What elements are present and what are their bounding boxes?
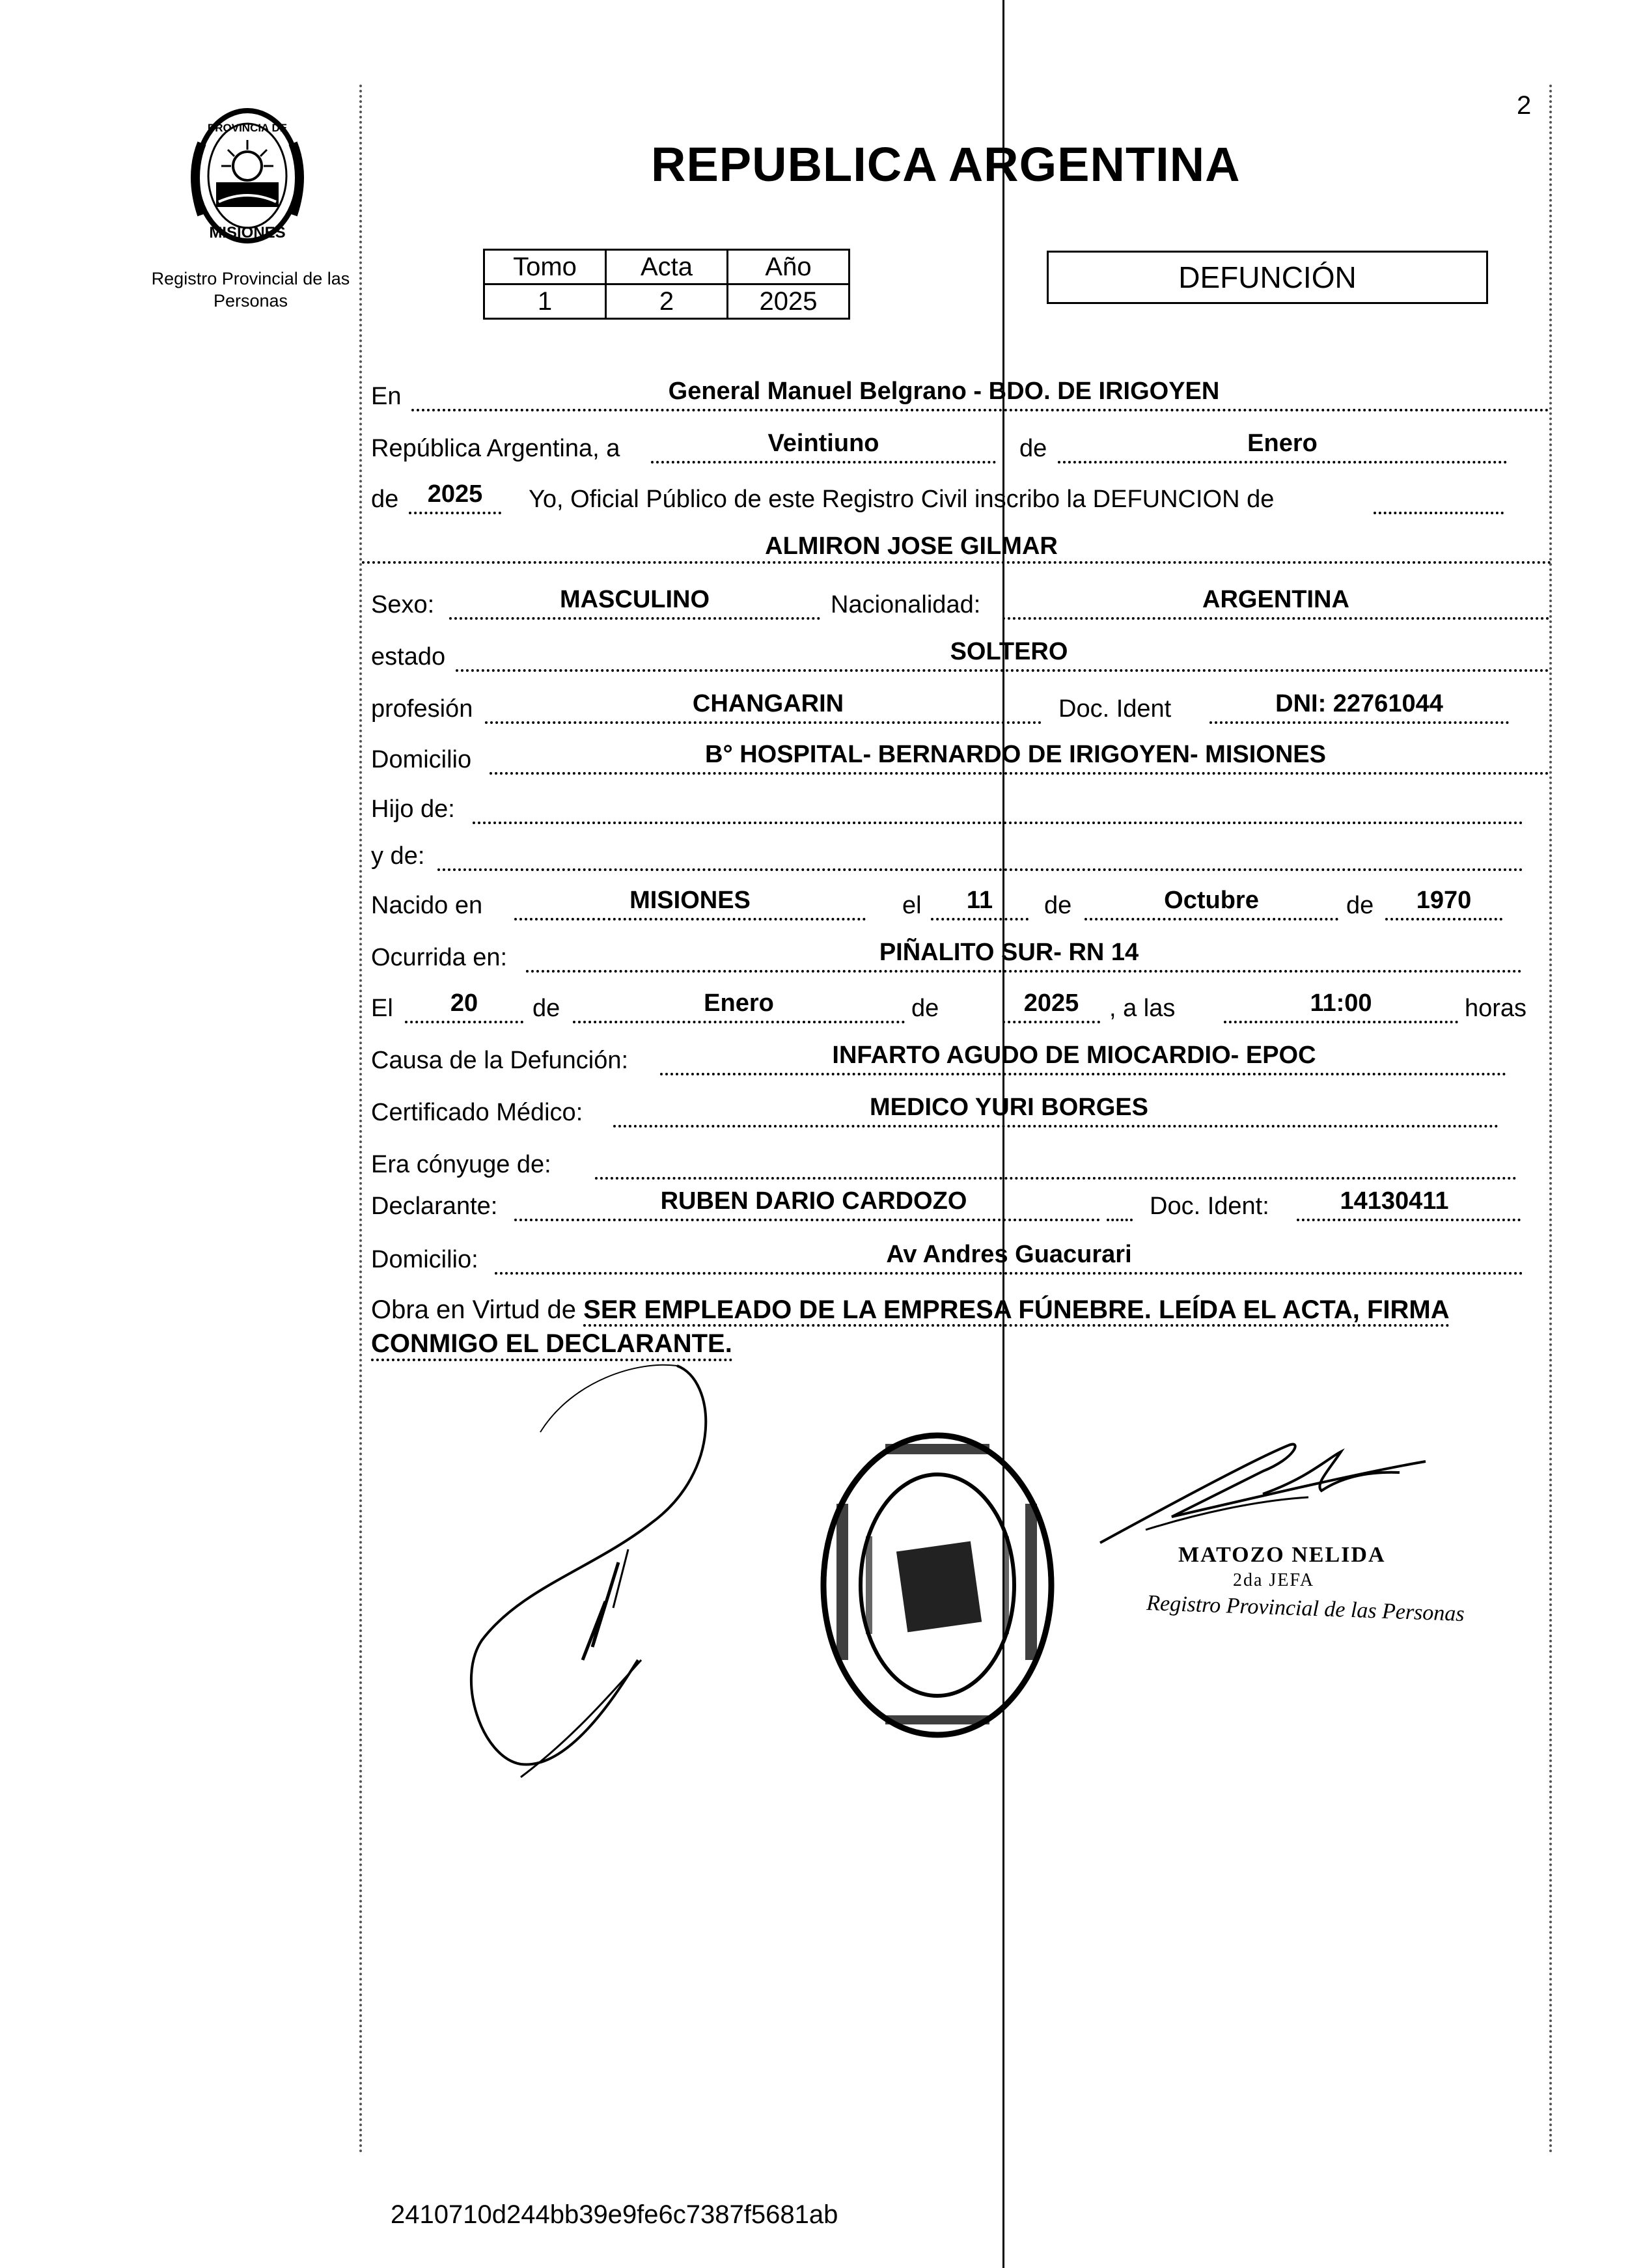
- day-underline: [651, 461, 996, 463]
- de-year-label: de: [371, 486, 399, 513]
- doc-ident-label: Doc. Ident: [1058, 695, 1172, 723]
- sexo-label: Sexo:: [371, 591, 435, 618]
- nacido-lugar-value: MISIONES: [629, 887, 751, 914]
- conyuge-label: Era cónyuge de:: [371, 1151, 551, 1178]
- nacido-dia-underline: [931, 918, 1029, 920]
- declarante-value: RUBEN DARIO CARDOZO: [660, 1187, 967, 1215]
- y-de-label: y de:: [371, 842, 425, 870]
- domicilio-underline: [490, 772, 1549, 775]
- declarante-label: Declarante:: [371, 1193, 498, 1220]
- sexo-underline: [449, 617, 820, 620]
- muerte-anio-underline: [1002, 1021, 1100, 1023]
- muerte-dia-value: 20: [450, 989, 478, 1017]
- declarante-underline: [514, 1219, 1100, 1221]
- de-label: de: [1019, 435, 1047, 462]
- el2-label: El: [371, 995, 393, 1022]
- muerte-anio-value: 2025: [1023, 989, 1079, 1017]
- estado-underline: [456, 669, 1549, 672]
- svg-text:MISIONES: MISIONES: [209, 224, 286, 242]
- nacido-anio-underline: [1385, 918, 1502, 920]
- obra-label: Obra en Virtud de: [371, 1295, 577, 1324]
- record-type-box: DEFUNCIÓN: [1047, 251, 1488, 304]
- causa-underline: [660, 1073, 1506, 1075]
- registry-name: Registro Provincial de las Personas: [151, 269, 350, 311]
- hora-value: 11:00: [1310, 989, 1372, 1017]
- ocurrida-en-label: Ocurrida en:: [371, 944, 508, 971]
- doc-value: DNI: 22761044: [1275, 690, 1443, 717]
- nacido-de-label: de: [1044, 892, 1072, 919]
- obra-text-1: SER EMPLEADO DE LA EMPRESA FÚNEBRE. LEÍDA EL ACTA, FIRMA: [583, 1295, 1449, 1327]
- month-value: Enero: [1247, 430, 1318, 457]
- declarant-signature: [443, 1354, 729, 1784]
- nacido-en-label: Nacido en: [371, 892, 483, 919]
- official-stamp-name: MATOZO NELIDA: [1178, 1543, 1386, 1567]
- nacido-anio-value: 1970: [1416, 887, 1472, 914]
- doc2-underline: [1297, 1219, 1521, 1221]
- nacionalidad-label: Nacionalidad:: [831, 591, 981, 618]
- certificado-label: Certificado Médico:: [371, 1099, 583, 1126]
- domicilio2-value: Av Andres Guacurari: [886, 1241, 1132, 1268]
- year-value: 2025: [427, 480, 483, 508]
- estado-value: SOLTERO: [950, 638, 1068, 665]
- causa-label: Causa de la Defunción:: [371, 1047, 629, 1074]
- hijo-de-underline: [473, 822, 1523, 824]
- el-label: el: [902, 892, 922, 919]
- ocurrida-underline: [526, 970, 1522, 973]
- nacionalidad-underline: [1002, 617, 1549, 620]
- domicilio-value: B° HOSPITAL- BERNARDO DE IRIGOYEN- MISIONES: [705, 741, 1326, 768]
- nacido-mes-value: Octubre: [1164, 887, 1259, 914]
- right-dotted-border: [1549, 85, 1552, 2155]
- official-stamp-role: 2da JEFA: [1233, 1570, 1315, 1590]
- muerte-de-label: de: [532, 995, 560, 1022]
- estado-label: estado: [371, 643, 446, 671]
- horas-label: horas: [1465, 995, 1527, 1022]
- tomo-value: 1: [484, 284, 606, 319]
- muerte-de2-label: de: [911, 995, 939, 1022]
- profesion-value: CHANGARIN: [692, 690, 844, 717]
- hijo-de-label: Hijo de:: [371, 795, 455, 823]
- causa-value: INFARTO AGUDO DE MIOCARDIO- EPOC: [832, 1042, 1316, 1069]
- anio-value: 2025: [728, 284, 850, 319]
- registry-oval-seal: [814, 1426, 1061, 1745]
- official-stamp-office: Registro Provincial de las Personas: [1146, 1591, 1465, 1627]
- a-las-label: , a las: [1109, 995, 1176, 1022]
- locality-value: General Manuel Belgrano - BDO. DE IRIGOYEN: [668, 378, 1220, 405]
- anio-header: Año: [728, 250, 850, 284]
- acta-value: 2: [606, 284, 728, 319]
- declarante-underline-tail: [1107, 1219, 1133, 1221]
- hora-underline: [1224, 1021, 1458, 1023]
- sexo-value: MASCULINO: [559, 586, 710, 613]
- deceased-name-value: ALMIRON JOSE GILMAR: [765, 532, 1058, 560]
- day-words-value: Veintiuno: [767, 430, 879, 457]
- document-title: REPUBLICA ARGENTINA: [651, 137, 1241, 191]
- vertical-fold-line: [1002, 0, 1004, 2268]
- profesion-underline: [485, 721, 1042, 724]
- year-underline: [409, 512, 501, 514]
- tomo-header: Tomo: [484, 250, 606, 284]
- doc-underline: [1209, 721, 1509, 724]
- y-de-underline: [437, 868, 1523, 871]
- muerte-dia-underline: [405, 1021, 523, 1023]
- svg-text:PROVINCIA DE: PROVINCIA DE: [207, 122, 288, 134]
- province-coat-of-arms-logo: [176, 104, 319, 254]
- document-hash: 2410710d244bb39e9fe6c7387f5681ab: [391, 2200, 838, 2229]
- acta-header: Acta: [606, 250, 728, 284]
- doc2-label: Doc. Ident:: [1150, 1193, 1269, 1220]
- profesion-label: profesión: [371, 695, 473, 723]
- obra-text-2: CONMIGO EL DECLARANTE.: [371, 1329, 732, 1361]
- muerte-mes-value: Enero: [704, 989, 774, 1017]
- nacionalidad-value: ARGENTINA: [1202, 586, 1349, 613]
- nacido-lugar-underline: [514, 918, 866, 920]
- reference-table: [483, 249, 850, 320]
- certificado-value: MEDICO YURI BORGES: [870, 1094, 1148, 1121]
- domicilio2-label: Domicilio:: [371, 1246, 478, 1273]
- official-signature: [1094, 1432, 1432, 1549]
- oficial-underline: [1374, 512, 1504, 514]
- conyuge-underline: [595, 1177, 1517, 1180]
- page-number: 2: [1517, 91, 1532, 120]
- certificado-underline: [613, 1125, 1499, 1127]
- muerte-mes-underline: [573, 1021, 905, 1023]
- nacido-de2-label: de: [1346, 892, 1374, 919]
- obra-line-1: [371, 1295, 1450, 1325]
- nacido-dia-value: 11: [966, 887, 993, 914]
- nacido-mes-underline: [1084, 918, 1338, 920]
- en-underline: [411, 409, 1549, 411]
- month-underline: [1058, 461, 1507, 463]
- en-label: En: [371, 383, 402, 410]
- left-dotted-border: [359, 85, 362, 2155]
- oficial-text: Yo, Oficial Público de este Registro Civil inscribo la DEFUNCION de: [529, 486, 1275, 513]
- name-rule: [362, 561, 1552, 564]
- ocurrida-value: PIÑALITO SUR- RN 14: [879, 939, 1139, 966]
- doc2-value: 14130411: [1340, 1187, 1449, 1215]
- republica-label: República Argentina, a: [371, 435, 620, 462]
- domicilio2-underline: [495, 1272, 1523, 1275]
- domicilio-label: Domicilio: [371, 746, 472, 773]
